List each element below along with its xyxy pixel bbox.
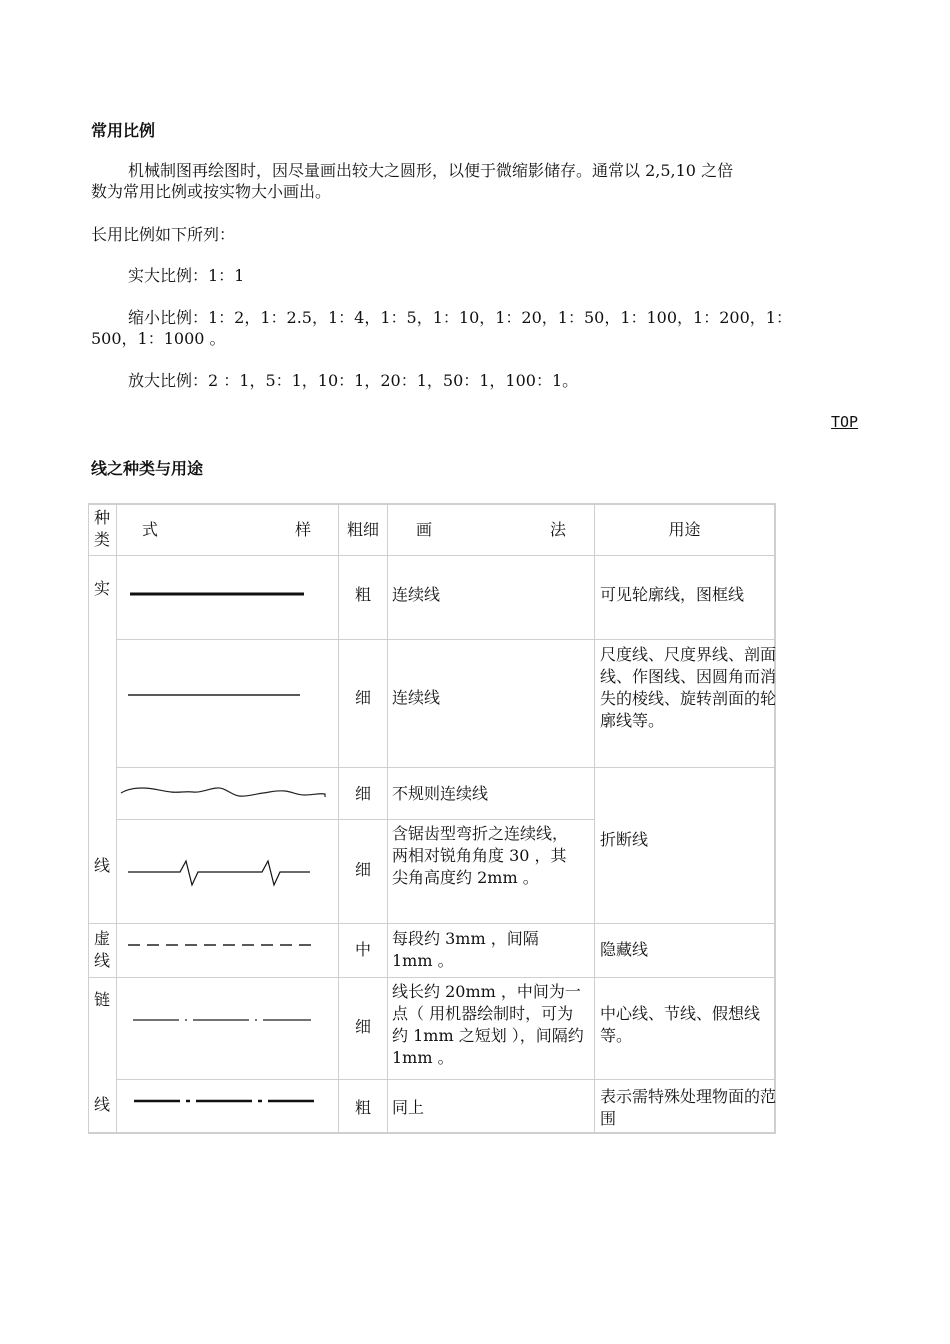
group-dashed-2: 线 [93,951,110,970]
row1-weight: 粗 [354,585,371,604]
row1-method: 连续线 [392,585,441,604]
header-kind-2: 类 [93,530,110,549]
row2-usage: 尺度线、尺度界线、剖面线、作图线、因圆角而消失的棱线、旋转剖面的轮廓线等。 [600,645,777,730]
header-method-b: 法 [550,520,567,539]
group-solid-2: 线 [93,856,110,875]
scale-enlarge: 放大比例：2 ：1，5：1，10：1，20：1，50：1，100：1。 [128,371,579,390]
sample-solid-thick [130,592,306,596]
sample-solid-thin [128,693,303,697]
sample-zigzag-line [128,855,313,889]
row7-usage: 表示需特殊处理物面的范围 [600,1087,777,1128]
paragraph-intro-line1: 机械制图再绘图时，因尽量画出较大之圆形，以便于微缩影储存。通常以 2,5,10 之倍 [128,161,734,180]
paragraph-intro-line2: 数为常用比例或按实物大小画出。 [91,182,332,201]
row4-method: 含锯齿型弯折之连续线，两相对锐角角度 30 ，其尖角高度约 2mm 。 [392,824,569,887]
row2-method: 连续线 [392,688,441,707]
header-style-b: 样 [295,520,312,539]
sample-irregular-line [121,783,326,803]
row1-usage: 可见轮廓线，图框线 [600,585,745,604]
header-kind-1: 种 [93,508,110,527]
row7-method: 同上 [392,1098,425,1117]
section-title-scale: 常用比例 [91,121,156,140]
group-chain-1: 链 [93,990,110,1009]
sample-chain-thick [134,1099,316,1103]
top-link[interactable]: TOP [831,413,859,431]
scale-reduce-line1: 缩小比例：1：2，1：2.5，1：4，1：5，1：10，1：20，1：50，1：100，1：200，1： [128,308,792,327]
row7-weight: 粗 [354,1098,371,1117]
group-dashed-1: 虚 [93,929,110,948]
scale-reduce-line2: 500，1：1000 。 [91,329,226,348]
row6-method: 线长约 20mm ，中间为一点（ 用机器绘制时，可为约 1mm 之短划 ），间隔约 1mm 。 [392,982,584,1067]
scale-actual-size: 实大比例：1：1 [128,266,245,285]
row3-weight: 细 [354,784,371,803]
group-chain-2: 线 [93,1095,110,1114]
group-solid-1: 实 [93,579,110,598]
row2-weight: 细 [354,688,371,707]
header-usage: 用途 [668,520,701,539]
row6-weight: 细 [354,1017,371,1036]
sample-chain-thin [133,1018,313,1022]
row3-usage: 折断线 [600,830,649,849]
sample-dashed-line [128,943,314,947]
line-types-table [88,503,776,1134]
row6-usage: 中心线、节线、假想线等。 [600,1004,761,1045]
header-style-a: 式 [142,520,159,539]
header-method-a: 画 [416,520,433,539]
row4-weight: 细 [354,860,371,879]
row5-usage: 隐藏线 [600,940,649,959]
row3-method: 不规则连续线 [392,784,489,803]
row5-weight: 中 [354,940,371,959]
row5-method: 每段约 3mm ，间隔 1mm 。 [392,929,539,970]
section-title-lines: 线之种类与用途 [91,459,204,478]
header-weight: 粗细 [346,520,379,539]
list-heading: 长用比例如下所列： [91,225,236,244]
